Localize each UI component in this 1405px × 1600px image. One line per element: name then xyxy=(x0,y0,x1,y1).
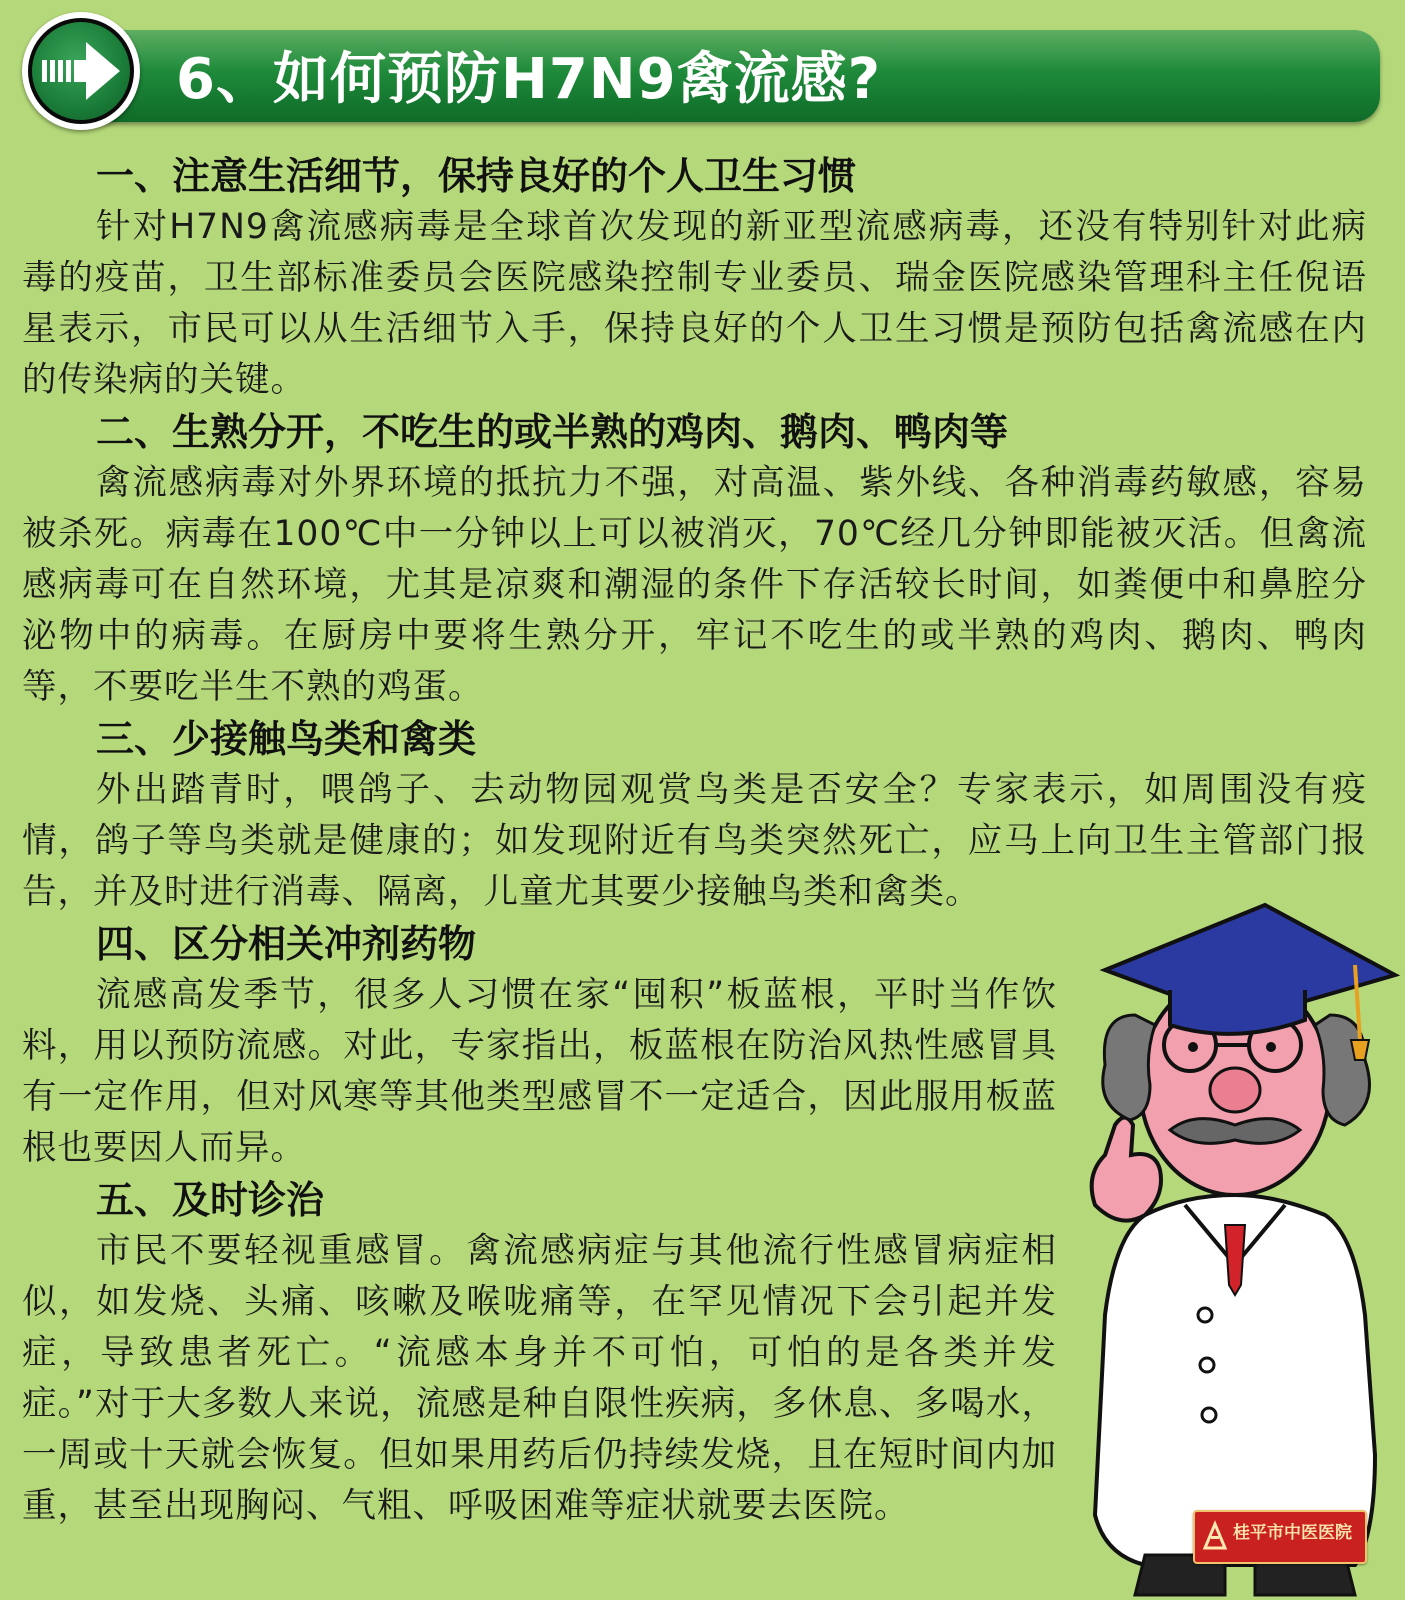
section-paragraph-3: 外出踏青时，喂鸽子、去动物园观赏鸟类是否安全？专家表示，如周围没有疫情，鸽子等鸟类就是健康的；如发现附近有鸟类突然死亡，应马上向卫生主管部门报告，并及时进行消毒、隔离，儿童尤其要少接触鸟类和禽类。 xyxy=(22,770,1367,912)
hospital-logo-text: 桂平市中医医院 xyxy=(1233,1523,1352,1543)
arrow-right-icon xyxy=(22,12,140,130)
section-paragraph-4: 流感高发季节，很多人习惯在家“囤积”板蓝根，平时当作饮料，用以预防流感。对此，专家指出，板蓝根在防治风热性感冒具有一定作用，但对风寒等其他类型感冒不一定适合，因此服用板蓝根也要因人而异。 xyxy=(22,975,1057,1168)
section-paragraph-1: 针对H7N9禽流感病毒是全球首次发现的新亚型流感病毒，还没有特别针对此病毒的疫苗，卫生部标准委员会医院感染控制专业委员、瑞金医院感染管理科主任倪语星表示，市民可以从生活细节入手，保持良好的个人卫生习惯是预防包括禽流感在内的传染病的关键。 xyxy=(22,207,1367,400)
hospital-logo-icon xyxy=(1193,1510,1367,1564)
doctor-graduate-cartoon-icon xyxy=(1075,895,1405,1600)
section-heading-3: 三、少接触鸟类和禽类 xyxy=(96,717,477,761)
section-heading-2: 二、生熟分开，不吃生的或半熟的鸡肉、鹅肉、鸭肉等 xyxy=(96,410,1009,454)
section-heading-1: 一、注意生活细节，保持良好的个人卫生习惯 xyxy=(96,154,857,198)
section-heading-5: 五、及时诊治 xyxy=(96,1178,325,1222)
page-title: 6、如何预防H7N9禽流感? xyxy=(176,47,882,112)
section-heading-4: 四、区分相关冲剂药物 xyxy=(96,922,477,966)
section-paragraph-5: 市民不要轻视重感冒。禽流感病症与其他流行性感冒病症相似，如发烧、头痛、咳嗽及喉咙痛等，在罕见情况下会引起并发症，导致患者死亡。“流感本身并不可怕，可怕的是各类并发症。”对于大多数人来说，流感是种自限性疾病，多休息、多喝水，一周或十天就会恢复。但如果用药后仍持续发烧，且在短时间内加重，甚至出现胸闷、气粗、呼吸困难等症状就要去医院。 xyxy=(22,1231,1057,1526)
section-paragraph-2: 禽流感病毒对外界环境的抵抗力不强，对高温、紫外线、各种消毒药敏感，容易被杀死。病毒在100℃中一分钟以上可以被消灭，70℃经几分钟即能被灭活。但禽流感病毒可在自然环境，尤其是凉爽和潮湿的条件下存活较长时间，如粪便中和鼻腔分泌物中的病毒。在厨房中要将生熟分开，牢记不吃生的或半熟的鸡肉、鹅肉、鸭肉等，不要吃半生不熟的鸡蛋。 xyxy=(22,463,1367,707)
